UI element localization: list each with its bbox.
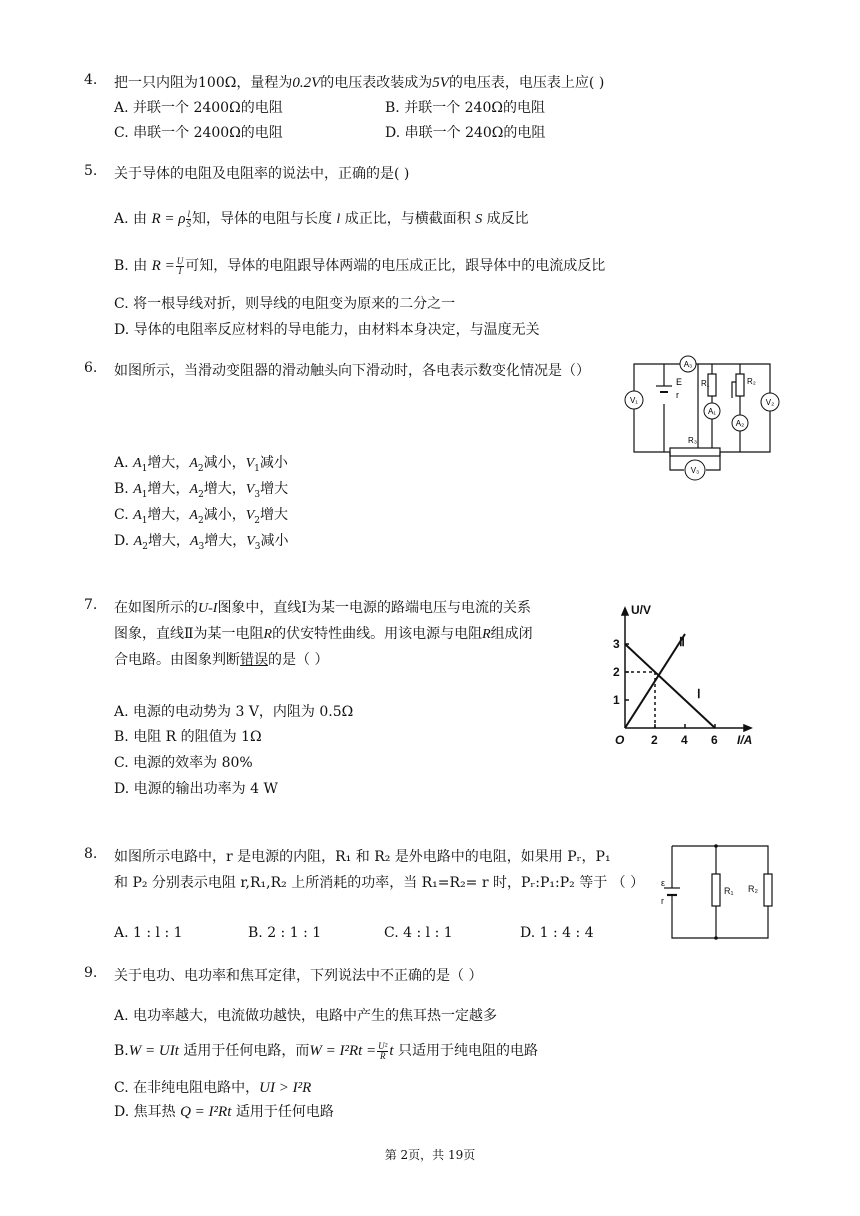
x-axis-label: I/A	[737, 733, 753, 747]
voltmeter-v1-label: V₁	[629, 396, 639, 405]
option-d[interactable]	[114, 778, 278, 798]
r1-label: R₁	[724, 886, 734, 896]
stem-emphasis: 错误	[240, 652, 268, 668]
ammeter-a3-label: A₃	[683, 360, 693, 369]
formula-joule: Q = I²Rt	[180, 1104, 232, 1120]
option-b[interactable]	[248, 925, 321, 941]
meter-symbol: V	[245, 482, 255, 497]
option-text: 知，导体的电阻与长度	[191, 211, 332, 227]
stem-symbol: U-I	[198, 601, 218, 616]
meter-symbol: A	[133, 482, 142, 497]
option-c[interactable]	[114, 122, 283, 142]
question-stem-line-1	[114, 597, 531, 617]
stem-text: 图象，直线Ⅱ为某一电阻	[114, 626, 264, 642]
option-b[interactable]	[114, 726, 262, 746]
question-stem-line-2	[114, 623, 533, 643]
option-c[interactable]	[114, 752, 253, 772]
option-label: A.	[114, 925, 129, 941]
option-text: 由	[133, 258, 148, 274]
option-text: 减小	[260, 533, 289, 549]
stem-text: 的电压表，电压表上应( )	[448, 75, 605, 91]
option-label: C.	[114, 755, 129, 771]
meter-symbol: A	[133, 534, 143, 549]
option-text: 串联一个 240Ω的电阻	[404, 125, 546, 141]
formula-resistance: R = ρ $\frac{l}{S}$	[151, 209, 191, 230]
option-label: C.	[114, 1080, 129, 1096]
x-axis-arrow-icon	[744, 725, 751, 731]
option-text: 电阻 R 的阻值为 1Ω	[133, 729, 262, 745]
question-number: 9.	[84, 965, 98, 981]
option-label: D.	[114, 1104, 130, 1120]
option-text: 可知，导体的电阻跟导体两端的电压成正比，跟导体中的电流成反比	[185, 258, 606, 274]
meter-index: 1	[141, 463, 148, 474]
option-b[interactable]	[385, 97, 545, 117]
page-footer: 第 2页，共 19页	[384, 1148, 476, 1162]
battery-r-label: r	[676, 390, 679, 400]
r3-label: R₃	[688, 436, 698, 445]
option-label: D.	[114, 322, 130, 338]
line-ii-label: Ⅱ	[679, 635, 685, 649]
option-text: 减小，	[203, 507, 246, 523]
stem-symbol: R	[263, 627, 273, 642]
option-b[interactable]	[114, 255, 605, 276]
option-text: 4 : l : 1	[403, 925, 453, 941]
option-text: 电源的电动势为 3 V，内阻为 0.5Ω	[133, 704, 354, 720]
x-tick-4: 4	[681, 733, 688, 747]
option-a[interactable]	[114, 97, 283, 117]
question-number: 6.	[84, 360, 98, 376]
option-text: 增大	[260, 507, 289, 523]
voltmeter-v3	[685, 460, 705, 480]
option-label: A.	[114, 704, 129, 720]
option-text: 增大，	[204, 533, 247, 549]
option-label: B.	[114, 729, 129, 745]
option-text: 增大，	[147, 455, 190, 471]
question-stem: 关于导体的电阻及电阻率的说法中，正确的是( )	[114, 166, 410, 182]
question-stem: 如图所示，当滑动变阻器的滑动触头向下滑动时，各电表示数变化情况是（）	[114, 363, 590, 379]
option-label: B.	[114, 481, 129, 497]
question-stem: 关于电功、电功率和焦耳定律，下列说法中不正确的是（ ）	[114, 968, 483, 984]
meter-index: 2	[197, 515, 204, 526]
stem-text: 图象中，直线Ⅰ为某一电源的路端电压与电流的关系	[217, 600, 531, 616]
meter-symbol: V	[245, 508, 255, 523]
option-text: 只适用于纯电阻的电路	[397, 1043, 538, 1059]
option-text: 减小	[259, 455, 288, 471]
formula-inequality: UI > I²R	[259, 1080, 312, 1096]
question-stem-line-2: 和 P₂ 分别表示电阻 r,R₁,R₂ 上所消耗的功率，当 R₁=R₂= r 时，Pᵣ:P₁:P₂ 等于 （ ）	[114, 875, 645, 891]
y-axis-label: U/V	[631, 603, 652, 617]
question-number: 4.	[84, 72, 98, 88]
y-tick-1: 1	[613, 693, 620, 707]
stem-math: 5V	[432, 75, 449, 91]
option-d[interactable]	[114, 319, 540, 339]
r2-label: R₂	[748, 884, 758, 894]
meter-symbol: V	[246, 534, 255, 549]
meter-index: 1	[141, 515, 148, 526]
option-text: 成反比	[486, 211, 529, 227]
meter-index: 2	[142, 541, 148, 552]
formula-work-pure: W = I²Rt =	[309, 1043, 377, 1059]
voltmeter-v3-label: V₃	[690, 466, 700, 475]
formula-ohm: R = $\frac{U}{I}$	[151, 256, 184, 277]
option-text: 电源的效率为 80%	[133, 755, 253, 771]
stem-text: 的电压表改装成为	[320, 75, 433, 91]
option-label: A.	[114, 455, 129, 471]
voltmeter-v2	[761, 393, 779, 411]
option-b[interactable]	[114, 478, 288, 500]
option-a[interactable]	[114, 925, 183, 941]
option-c[interactable]	[384, 925, 453, 941]
question-stem-line-1: 如图所示电路中，r 是电源的内阻，R₁ 和 R₂ 是外电路中的电阻，如果用 Pᵣ，P₁	[114, 849, 611, 865]
meter-index: 1	[254, 463, 260, 474]
option-text: 由	[133, 211, 148, 227]
option-label: D.	[114, 781, 130, 797]
battery-e-label: E	[676, 377, 683, 387]
meter-symbol: A	[189, 534, 199, 549]
option-label: B.	[114, 258, 129, 274]
formula-fraction: $\frac{\text{U²}}{R}$ t	[378, 1041, 394, 1062]
option-text: 增大，	[147, 507, 190, 523]
option-d[interactable]	[385, 122, 545, 142]
meter-symbol: A	[133, 508, 142, 523]
option-text: 并联一个 2400Ω的电阻	[133, 100, 283, 116]
option-label: B.	[114, 1043, 129, 1059]
stem-symbol: R	[482, 627, 491, 642]
option-d[interactable]	[114, 530, 289, 552]
meter-symbol: V	[245, 456, 255, 471]
meter-symbol: A	[189, 482, 199, 497]
r1-label: R₁	[701, 379, 710, 388]
ammeter-a1	[704, 403, 720, 419]
option-c[interactable]	[114, 293, 455, 313]
stem-text: 的是（ ）	[268, 652, 329, 668]
option-label: B.	[248, 925, 263, 941]
meter-symbol: A	[189, 508, 198, 523]
meter-symbol: A	[189, 456, 198, 471]
option-label: C.	[114, 125, 129, 141]
meter-index: 2	[254, 515, 261, 526]
stem-math: 0.2V	[292, 75, 321, 91]
meter-index: 3	[254, 489, 261, 500]
stem-text: 在如图所示的	[114, 600, 198, 616]
symbol-l: l	[336, 212, 341, 227]
meter-index: 1	[141, 489, 148, 500]
option-text: 增大，	[147, 533, 190, 549]
option-text: 1 : l : 1	[133, 925, 183, 941]
origin-label: O	[615, 733, 625, 747]
question-number: 8.	[84, 846, 98, 862]
option-text: 增大	[260, 481, 289, 497]
option-b[interactable]	[114, 1040, 538, 1061]
question-number: 7.	[84, 597, 98, 613]
option-text: 2 : 1 : 1	[267, 925, 322, 941]
r2-label: R₂	[747, 377, 756, 386]
option-text: 并联一个 240Ω的电阻	[404, 100, 545, 116]
option-a[interactable]	[114, 701, 353, 721]
ui-graph	[605, 598, 765, 750]
option-text: 适用于任何电路	[235, 1104, 334, 1120]
x-tick-6: 6	[711, 733, 718, 747]
option-text: 焦耳热	[133, 1104, 176, 1120]
y-axis-arrow-icon	[622, 608, 628, 615]
formula-work: W = UIt	[128, 1043, 179, 1059]
option-text: 电源的输出功率为 4 W	[133, 781, 278, 797]
option-text: 1 : 4 : 4	[539, 925, 594, 941]
option-text: 增大，	[203, 481, 246, 497]
stem-text: 合电路。由图象判断	[114, 652, 240, 668]
option-label: A.	[114, 211, 129, 227]
option-a[interactable]	[114, 452, 288, 474]
battery-r-label: r	[661, 896, 664, 906]
option-text: 减小，	[203, 455, 246, 471]
option-label: D.	[520, 925, 536, 941]
meter-index: 2	[198, 489, 204, 500]
option-text: 适用于任何电路，而	[183, 1043, 310, 1059]
symbol-s: S	[475, 212, 483, 227]
option-label: B.	[385, 100, 400, 116]
y-tick-2: 2	[613, 665, 620, 679]
circuit-diagram-q8	[654, 840, 778, 944]
option-label: C.	[384, 925, 399, 941]
option-label: A.	[114, 1008, 129, 1024]
option-text: 增大，	[147, 481, 190, 497]
voltmeter-v1	[625, 391, 643, 409]
voltmeter-v2-label: V₂	[765, 398, 775, 407]
option-text: 成正比，与横截面积	[344, 211, 471, 227]
option-label: D.	[114, 533, 130, 549]
meter-index: 3	[198, 541, 205, 552]
option-label: D.	[385, 125, 401, 141]
option-text: 在非纯电阻电路中，	[133, 1080, 260, 1096]
circuit-diagram-q6	[620, 352, 780, 482]
stem-text: 把一只内阻为100Ω，量程为	[114, 75, 293, 91]
option-text: 将一根导线对折，则导线的电阻变为原来的二分之一	[133, 296, 456, 312]
option-text: 导体的电阻率反应材料的导电能力，由材料本身决定，与温度无关	[133, 322, 540, 338]
x-tick-2: 2	[651, 733, 658, 747]
ammeter-a3	[680, 356, 696, 372]
ammeter-a2-label: A₂	[735, 419, 745, 428]
option-label: A.	[114, 100, 129, 116]
stem-text: 组成闭	[490, 626, 533, 642]
ammeter-a2	[732, 415, 748, 431]
option-c[interactable]	[114, 1077, 311, 1097]
meter-index: 3	[254, 541, 261, 552]
question-number: 5.	[84, 163, 98, 179]
option-text: 电功率越大，电流做功越快，电路中产生的焦耳热一定越多	[133, 1008, 498, 1024]
option-d[interactable]	[520, 925, 594, 941]
option-a[interactable]	[114, 208, 529, 229]
meter-index: 2	[197, 463, 204, 474]
option-label: C.	[114, 296, 129, 312]
option-text: 串联一个 2400Ω的电阻	[133, 125, 283, 141]
option-a[interactable]	[114, 1005, 497, 1025]
option-d[interactable]	[114, 1101, 334, 1121]
y-tick-3: 3	[613, 637, 620, 651]
meter-symbol: A	[133, 456, 142, 471]
option-c[interactable]	[114, 504, 288, 526]
stem-text: 的伏安特性曲线。用该电源与电阻	[272, 626, 483, 642]
option-label: C.	[114, 507, 129, 523]
line-i-label: Ⅰ	[697, 687, 701, 701]
battery-emf-label: ε	[661, 878, 666, 888]
question-stem-line-3	[114, 649, 328, 669]
ammeter-a1-label: A₁	[707, 407, 717, 416]
question-stem	[114, 72, 604, 92]
